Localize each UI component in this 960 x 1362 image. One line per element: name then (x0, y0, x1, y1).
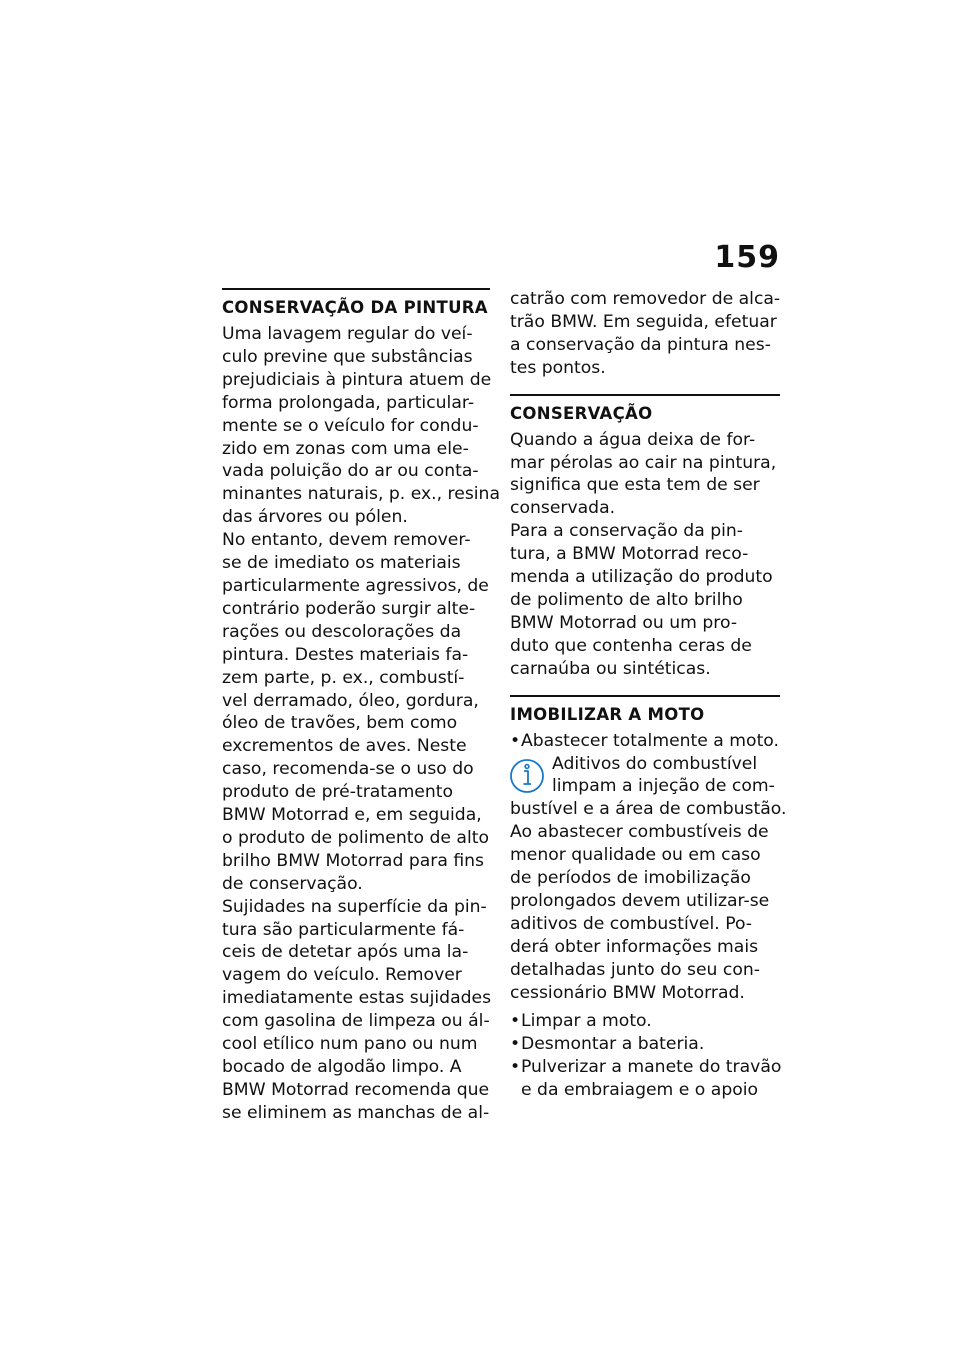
text-line: tes pontos. (510, 357, 606, 378)
text-line: catrão com removedor de alca- (510, 289, 781, 309)
list-item-text: Limpar a moto. (521, 1011, 652, 1032)
text-line: detalhadas junto do seu con- (510, 959, 760, 980)
text-line: prolongados devem utilizar-se (510, 890, 770, 911)
text-line: vada poluição do ar ou conta- (222, 461, 479, 482)
list-item (510, 1033, 780, 1056)
text-line: menor qualidade ou em caso (510, 845, 761, 866)
text-line: mente se o veículo for condu- (222, 415, 479, 436)
list-item-text: e da embraiagem e o apoio (521, 1080, 759, 1101)
text-line: Uma lavagem regular do veí- (222, 324, 473, 344)
paragraph-sujidades (222, 896, 490, 1125)
list-item-text: Pulverizar a manete do travão (521, 1057, 782, 1078)
paragraph-produto-polimento (510, 520, 780, 680)
text-line: pintura. Destes materiais fa- (222, 644, 469, 665)
text-line: particularmente agressivos, de (222, 575, 489, 596)
text-line: cessionário BMW Motorrad. (510, 982, 745, 1003)
paragraph-perolas (510, 429, 780, 521)
text-line: aditivos de combustível. Po- (510, 913, 753, 934)
list-item (510, 730, 780, 753)
list-item-text: Desmontar a bateria. (521, 1034, 705, 1055)
text-line: de períodos de imobilização (510, 868, 751, 889)
text-line: zido em zonas com uma ele- (222, 438, 469, 459)
text-line: se de imediato os materiais (222, 553, 461, 574)
text-line: vel derramado, óleo, gordura, (222, 690, 479, 711)
text-line: rações ou descolorações da (222, 621, 462, 642)
list-item-text: Abastecer totalmente a moto. (521, 730, 779, 751)
section-heading-conservacao-pintura: CONSERVAÇÃO DA PINTURA (222, 288, 490, 319)
text-line: No entanto, devem remover- (222, 530, 471, 551)
text-line: produto de pré-tratamento (222, 782, 454, 803)
text-line: BMW Motorrad recomenda que (222, 1079, 490, 1100)
text-line: Sujidades na superfície da pin- (222, 896, 487, 917)
text-line: cool etílico num pano ou num (222, 1034, 478, 1055)
right-column (510, 288, 787, 1102)
text-line: Aditivos do combustível (552, 753, 758, 774)
bullet-dot: • (510, 1011, 521, 1032)
text-line: forma prolongada, particular- (222, 392, 475, 413)
text-line: vagem do veículo. Remover (222, 965, 462, 986)
text-line: tura são particularmente fá- (222, 919, 465, 940)
info-note (510, 753, 787, 1005)
text-line: duto que contenha ceras de (510, 635, 752, 656)
text-line: prejudiciais à pintura atuem de (222, 369, 492, 390)
text-line: caso, recomenda-se o uso do (222, 759, 474, 780)
text-line: contrário poderão surgir alte- (222, 598, 476, 619)
text-line: tura, a BMW Motorrad reco- (510, 544, 749, 565)
text-line: de polimento de alto brilho (510, 589, 743, 610)
text-line: das árvores ou pólen. (222, 507, 408, 528)
text-line: mar pérolas ao cair na pintura, (510, 452, 777, 473)
text-line: bocado de algodão limpo. A (222, 1057, 462, 1077)
text-line: Quando a água deixa de for- (510, 429, 756, 450)
paragraph-continuation (510, 288, 780, 380)
text-line: com gasolina de limpeza ou ál- (222, 1011, 490, 1032)
section-heading-imobilizar: IMOBILIZAR A MOTO (510, 695, 780, 726)
list-item (510, 1010, 780, 1033)
text-line: carnaúba ou sintéticas. (510, 658, 711, 679)
bullet-dot: • (510, 730, 521, 751)
bullet-dot: • (510, 1034, 521, 1055)
text-line: culo previne que substâncias (222, 346, 473, 367)
text-line: imediatamente estas sujidades (222, 988, 492, 1009)
paragraph-materiais-agressivos (222, 529, 490, 896)
section-heading-conservacao: CONSERVAÇÃO (510, 394, 780, 425)
text-line: se eliminem as manchas de al- (222, 1102, 490, 1123)
text-line: menda a utilização do produto (510, 567, 773, 588)
text-line: BMW Motorrad e, em seguida, (222, 805, 482, 826)
paragraph-lavagem (222, 323, 500, 529)
text-line: derá obter informações mais (510, 936, 759, 957)
text-line: bustível e a área de combustão. (510, 799, 787, 820)
text-line: trão BMW. Em seguida, efetuar (510, 311, 777, 332)
list-item (510, 1056, 780, 1102)
text-line: minantes naturais, p. ex., resina (222, 484, 500, 505)
text-line: significa que esta tem de ser (510, 475, 760, 496)
text-line: BMW Motorrad ou um pro- (510, 612, 738, 633)
text-line: o produto de polimento de alto (222, 827, 489, 848)
text-line: Para a conservação da pin- (510, 521, 743, 542)
text-line: zem parte, p. ex., combustí- (222, 667, 465, 688)
text-line: óleo de travões, bem como (222, 713, 458, 734)
page-number: 159 (714, 240, 780, 275)
text-line: excrementos de aves. Neste (222, 736, 467, 757)
bullet-dot: • (510, 1057, 521, 1078)
text-line: Ao abastecer combustíveis de (510, 822, 769, 843)
info-icon (508, 755, 548, 795)
text-line: de conservação. (222, 873, 363, 894)
text-line: a conservação da pintura nes- (510, 334, 771, 355)
text-line: limpam a injeção de com- (552, 776, 775, 797)
text-line: ceis de detetar após uma la- (222, 942, 469, 963)
text-line: conservada. (510, 498, 616, 519)
text-line: brilho BMW Motorrad para fins (222, 850, 484, 871)
left-column (222, 288, 500, 1125)
